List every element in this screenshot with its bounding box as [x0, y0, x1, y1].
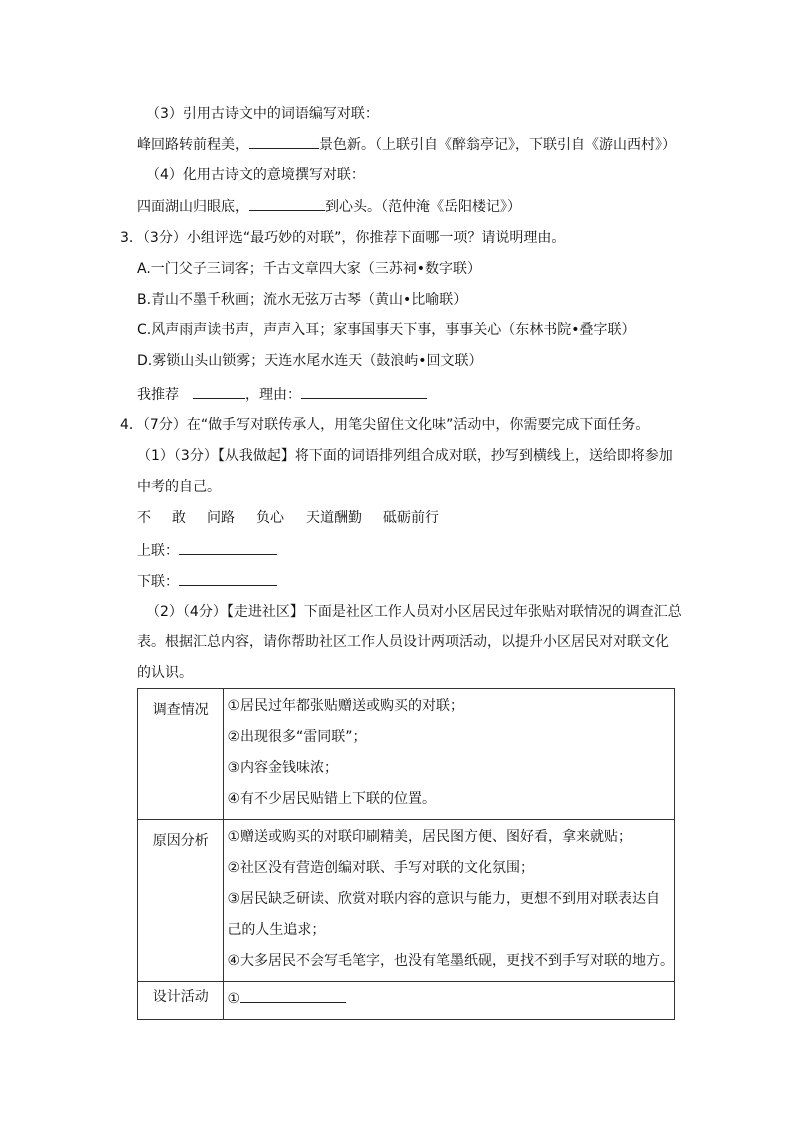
table-cell-cause — [224, 820, 675, 982]
table-header-survey: 调查情况 — [138, 689, 224, 820]
table-row-activity — [138, 982, 675, 1020]
cause-line-4: 己的人生追求； — [227, 922, 326, 938]
cause-line-2: ②社区没有营造创编对联、手写对联的文化氛围； — [227, 860, 534, 876]
q3-option-d: D.雾锁山头山锁雾；天连水尾水连天（鼓浪屿•回文联） — [137, 353, 483, 369]
table-header-activity: 设计活动 — [138, 982, 224, 1020]
table-header-cause: 原因分析 — [138, 820, 224, 982]
q3-option-a: A.一门父子三词客；千古文章四大家（三苏祠•数字联） — [137, 261, 482, 277]
q2-sub3-prefix: 峰回路转前程美， — [137, 137, 249, 153]
table-cell-activity — [224, 982, 675, 1020]
q4-sub1-line2: 中考的自己。 — [137, 479, 221, 495]
q4-word-5: 天道酬勤 — [306, 510, 362, 526]
q3-option-c: C.风声雨声读书声，声声入耳；家事国事天下事，事事关心（东林书院•叠字联） — [137, 322, 636, 338]
q3-stem: 3．（3分）小组评选“最巧妙的对联”，你推荐下面哪一项？请说明理由。 — [120, 230, 566, 246]
table-row-survey — [138, 689, 675, 820]
q2-sub4-label: （4）化用古诗文的意境撰写对联： — [146, 167, 365, 183]
q2-sub3-couplet — [137, 134, 676, 155]
q3-answer-line — [137, 384, 427, 405]
q4-sub2-line3: 的认识。 — [137, 665, 193, 681]
survey-line-2: ②出现很多“雷同联”； — [227, 729, 367, 745]
table-cell-survey — [224, 689, 675, 820]
q4-upper-blank[interactable] — [179, 540, 277, 555]
cause-line-5: ④大多居民不会写毛笔字，也没有笔墨纸砚，更找不到手写对联的地方。 — [227, 953, 674, 969]
activity-marker: ① — [227, 991, 240, 1007]
q2-sub4-couplet — [137, 196, 521, 217]
cause-line-3: ③居民缺乏研读、欣赏对联内容的意识与能力，更想不到用对联表达自 — [227, 891, 660, 907]
q3-recommend-blank[interactable] — [193, 384, 245, 399]
q4-upper-couplet — [137, 540, 277, 561]
q2-sub4-suffix: 到心头。（范仲淹《岳阳楼记》） — [325, 199, 521, 215]
q4-lower-blank[interactable] — [179, 571, 277, 586]
survey-table — [137, 688, 675, 1020]
table-row-cause — [138, 820, 675, 982]
survey-line-1: ①居民过年都张贴赠送或购买的对联； — [227, 698, 464, 714]
q4-sub2-line2: 表。根据汇总内容，请你帮助社区工作人员设计两项活动，以提升小区居民对对联文化 — [137, 634, 669, 650]
q4-word-1: 不 — [137, 510, 151, 526]
q4-lower-label: 下联： — [137, 574, 179, 590]
q4-word-4: 负心 — [256, 510, 284, 526]
q3-option-b: B.青山不墨千秋画；流水无弦万古琴（黄山•比喻联） — [137, 292, 468, 308]
q4-sub2-line1: （2）（4分）【走进社区】下面是社区工作人员对小区居民过年张贴对联情况的调查汇总 — [146, 604, 682, 620]
q4-word-3: 问路 — [207, 510, 235, 526]
q2-sub4-answer-blank[interactable] — [249, 196, 325, 211]
cause-line-1: ①赠送或购买的对联印刷精美，居民图方便、图好看，拿来就贴； — [227, 829, 632, 845]
q3-reason-blank[interactable] — [301, 384, 427, 399]
q4-stem: 4．（7分）在“做手写对联传承人，用笔尖留住文化味”活动中，你需要完成下面任务。 — [120, 417, 650, 433]
q4-sub1-line1: （1）（3分）【从我做起】将下面的词语排列组合成对联，抄写到横线上，送给即将参加 — [137, 448, 673, 464]
survey-line-3: ③内容金钱味浓； — [227, 760, 338, 776]
q2-sub3-suffix: 景色新。（上联引自《醉翁亭记》，下联引自《游山西村》） — [319, 137, 676, 153]
q2-sub3-answer-blank[interactable] — [249, 134, 319, 149]
q4-upper-label: 上联： — [137, 543, 179, 559]
q2-sub4-prefix: 四面湖山归眼底， — [137, 199, 249, 215]
activity-answer-blank[interactable] — [240, 988, 346, 1003]
q3-reason-label: ，理由： — [245, 387, 301, 403]
q2-sub3-label: （3）引用古诗文中的词语编写对联： — [146, 106, 379, 122]
survey-line-4: ④有不少居民贴错上下联的位置。 — [227, 791, 436, 807]
q4-word-6: 砥砺前行 — [383, 510, 439, 526]
activity-line-1 — [227, 984, 674, 1015]
q3-recommend-label: 我推荐 — [137, 387, 179, 403]
q4-word-2: 敢 — [172, 510, 186, 526]
q4-lower-couplet — [137, 571, 277, 592]
